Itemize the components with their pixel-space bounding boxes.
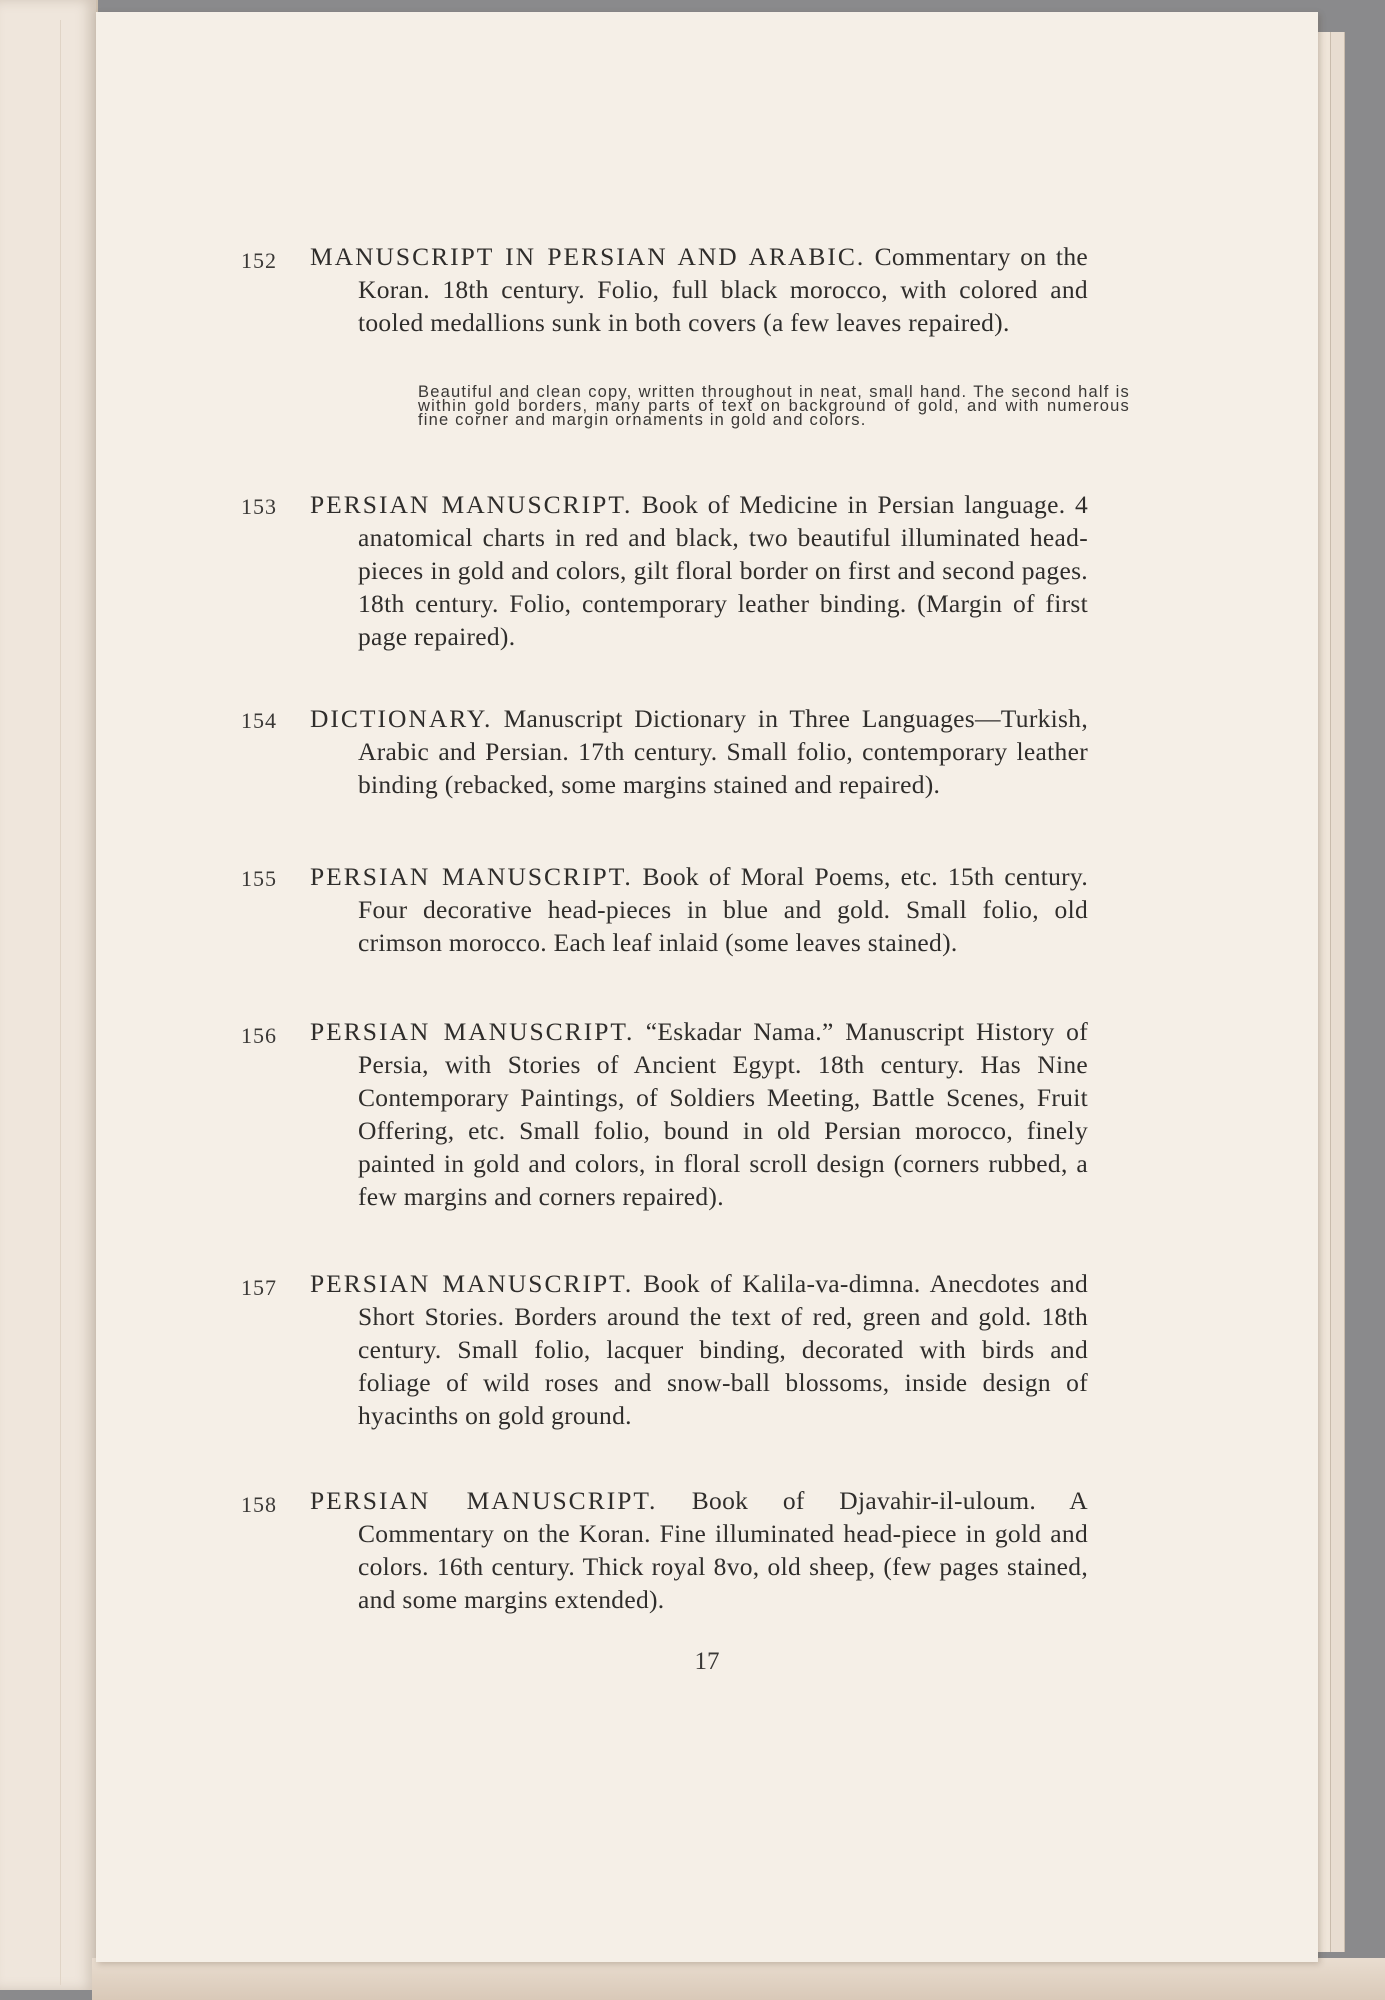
left-page: [0, 0, 98, 1990]
lot-number: 155: [241, 866, 277, 891]
lot-description: [310, 860, 1088, 959]
lot-number: 157: [241, 1275, 277, 1300]
lot-title: PERSIAN MANUSCRIPT.: [310, 490, 633, 519]
lot-number: 153: [241, 494, 277, 519]
lot-number: 152: [241, 248, 277, 273]
lot-details: Commentary on the Koran. 18th century. Folio, full black morocco, with colored and tooled medallions sunk in both covers (a few leaves repaired).: [358, 242, 1088, 337]
lot-number: 158: [241, 1492, 277, 1517]
catalogue-page: [96, 12, 1318, 1962]
lot-description: [310, 702, 1088, 801]
lot-number: 156: [241, 1023, 277, 1048]
lot-details: Manuscript Dictionary in Three Languages—Turkish, Arabic and Persian. 17th century. Small folio, contemporary leather binding (rebacked, some margins stained and repaired).: [358, 704, 1088, 799]
lot-description: [310, 488, 1088, 653]
lot-description: [310, 1267, 1088, 1432]
lot-description: [310, 240, 1088, 339]
left-page-edge: [0, 20, 61, 1985]
lot-title: DICTIONARY.: [310, 704, 493, 733]
lot-title: PERSIAN MANUSCRIPT.: [310, 1269, 634, 1298]
lot-details: Book of Medicine in Persian language. 4 anatomical charts in red and black, two beautiful illuminated head-pieces in gold and colors, gilt floral border on first and second pages. 18th century. Folio, contemporary leather binding. (Margin of first page repaired).: [358, 490, 1089, 651]
lot-title: PERSIAN MANUSCRIPT.: [310, 1486, 658, 1515]
lot-description: [310, 1484, 1088, 1616]
page-stack-bottom: [92, 1958, 1385, 2000]
lot-title: MANUSCRIPT IN PERSIAN AND ARABIC.: [310, 242, 866, 271]
page-number: 17: [694, 1648, 720, 1675]
lot-details: Book of Kalila-va-dimna. Anecdotes and Short Stories. Borders around the text of red, green and gold. 18th century. Small folio, lacquer binding, decorated with birds and foliage of wild roses and snow-ball blossoms, inside design of hyacinths on gold ground.: [358, 1269, 1088, 1430]
page-stack-right-inner: [1316, 32, 1331, 1952]
page-stack-right: [1330, 32, 1345, 1952]
lot-details: Book of Djavahir-il-uloum. A Commentary on the Koran. Fine illuminated head-piece in gold and colors. 16th century. Thick royal 8vo, old sheep, (few pages stained, and some margins extended).: [358, 1486, 1088, 1614]
lot-details: “Eskadar Nama.” Manuscript History of Persia, with Stories of Ancient Egypt. 18th century. Has Nine Contemporary Paintings, of Soldiers Meeting, Battle Scenes, Fruit Offering, etc. Small folio, bound in old Persian morocco, finely painted in gold and colors, in floral scroll design (corners rubbed, a few margins and corners repaired).: [358, 1017, 1089, 1211]
lot-title: PERSIAN MANUSCRIPT.: [310, 862, 633, 891]
lot-details: Book of Moral Poems, etc. 15th century. Four decorative head-pieces in blue and gold. Small folio, old crimson morocco. Each leaf inlaid (some leaves stained).: [358, 862, 1089, 957]
lot-number: 154: [241, 708, 277, 733]
lot-note: Beautiful and clean copy, written throughout in neat, small hand. The second half is within gold borders, many parts of text on background of gold, and with numerous fine corner and margin ornaments in gold and colors.: [418, 383, 1130, 430]
lot-title: PERSIAN MANUSCRIPT.: [310, 1017, 635, 1046]
lot-description: [310, 1015, 1088, 1213]
